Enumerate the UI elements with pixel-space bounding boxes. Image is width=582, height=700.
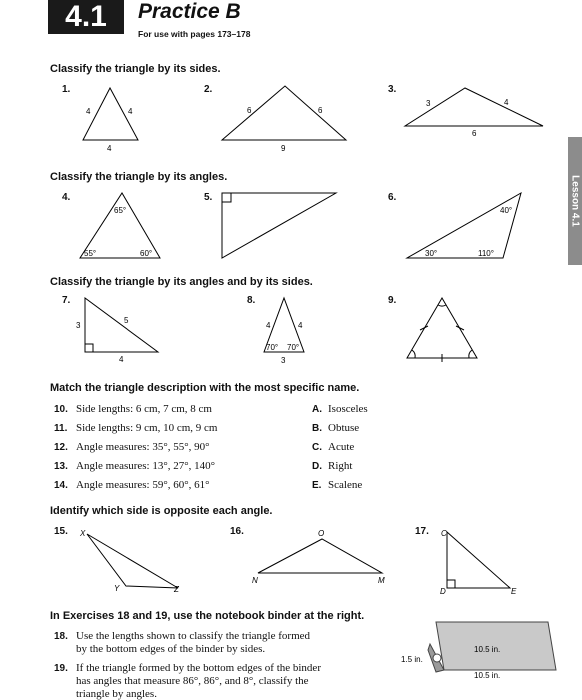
side-label: 6 (247, 106, 252, 115)
exercise-text: Angle measures: 13°, 27°, 140° (76, 460, 216, 472)
binder-label: 10.5 in. (474, 645, 501, 654)
exercise-text: Use the lengths shown to classify the triangle formed (76, 630, 311, 642)
triangle-16 (258, 539, 382, 573)
triangle-17 (447, 532, 510, 588)
lesson-side-tab-label: Lesson 4.1 (569, 175, 581, 227)
right-angle-mark (447, 580, 455, 588)
side-label: 3 (76, 321, 81, 330)
choice-letter: B. (312, 423, 322, 434)
exercise-number: 12. (54, 442, 68, 453)
section-heading-angles-sides: Classify the triangle by its angles and by its sides. (50, 276, 313, 288)
exercise-number: 10. (54, 404, 68, 415)
exercise-text: Side lengths: 9 cm, 10 cm, 9 cm (76, 422, 218, 434)
point-label: X (80, 529, 86, 538)
exercise-text: triangle by angles. (76, 688, 157, 700)
point-label: Y (114, 584, 120, 593)
exercise-number: 9. (388, 295, 397, 306)
side-label: 5 (124, 316, 129, 325)
triangle-2 (222, 86, 346, 140)
choice-letter: C. (312, 442, 322, 453)
exercise-number: 15. (54, 526, 68, 537)
angle-label: 60° (140, 249, 153, 258)
exercise-number: 13. (54, 461, 68, 472)
choice-name: Obtuse (328, 422, 360, 434)
point-label: M (378, 576, 385, 585)
choice-name: Scalene (328, 479, 363, 491)
binder-ring (433, 654, 441, 662)
angle-label: 40° (500, 206, 513, 215)
triangle-5 (222, 193, 336, 258)
angle-arc (438, 305, 446, 306)
exercise-number: 5. (204, 192, 213, 203)
triangle-15 (87, 534, 178, 588)
side-label: 3 (281, 356, 286, 365)
section-heading-sides: Classify the triangle by its sides. (50, 63, 221, 75)
angle-label: 30° (425, 249, 438, 258)
exercise-number: 18. (54, 631, 68, 642)
side-label: 4 (298, 321, 303, 330)
side-label: 4 (119, 355, 124, 364)
side-label: 6 (318, 106, 323, 115)
angle-label: 110° (478, 249, 494, 258)
side-label: 4 (266, 321, 271, 330)
section-heading-match: Match the triangle description with the most specific name. (50, 382, 360, 394)
choice-name: Isosceles (328, 403, 368, 415)
exercise-text: by the bottom edges of the binder by sides. (76, 643, 266, 655)
exercise-number: 16. (230, 526, 244, 537)
binder-label: 10.5 in. (474, 671, 501, 680)
section-heading-opposite: Identify which side is opposite each angle. (50, 505, 273, 517)
choice-letter: A. (312, 404, 322, 415)
exercise-text: Side lengths: 6 cm, 7 cm, 8 cm (76, 403, 212, 415)
side-label: 6 (472, 129, 477, 138)
exercise-number: 1. (62, 84, 71, 95)
point-label: D (440, 587, 446, 596)
side-label: 4 (107, 144, 112, 153)
section-heading-binder: In Exercises 18 and 19, use the notebook binder at the right. (50, 610, 365, 622)
section-heading-angles: Classify the triangle by its angles. (50, 171, 228, 183)
choice-name: Right (328, 460, 353, 472)
exercise-text: If the triangle formed by the bottom edges of the binder (76, 662, 321, 674)
choice-letter: D. (312, 461, 322, 472)
angle-label: 65° (114, 206, 127, 215)
exercise-number: 2. (204, 84, 213, 95)
angle-label: 70° (287, 343, 300, 352)
side-label: 9 (281, 144, 286, 153)
point-label: Z (174, 585, 179, 594)
lesson-number: 4.1 (65, 0, 107, 33)
right-angle-mark (222, 193, 231, 202)
page-title: Practice B (138, 0, 241, 23)
exercise-text: Angle measures: 35°, 55°, 90° (76, 441, 210, 453)
exercise-number: 7. (62, 295, 71, 306)
right-angle-mark (85, 344, 93, 352)
angle-label: 70° (266, 343, 279, 352)
exercise-text: has angles that measure 86°, 86°, and 8°, classify the (76, 675, 309, 687)
point-label: C (441, 529, 447, 538)
point-label: O (318, 529, 325, 538)
exercise-number: 17. (415, 526, 429, 537)
triangle-9 (407, 298, 477, 358)
side-label: 4 (504, 98, 509, 107)
angle-arc (469, 350, 472, 358)
triangle-7 (85, 298, 158, 352)
exercise-number: 8. (247, 295, 256, 306)
side-label: 3 (426, 99, 431, 108)
choice-letter: E. (312, 480, 322, 491)
point-label: E (511, 587, 517, 596)
side-label: 4 (86, 107, 91, 116)
point-label: N (252, 576, 258, 585)
binder-label: 1.5 in. (401, 655, 423, 664)
angle-label: 55° (84, 249, 97, 258)
exercise-text: Angle measures: 59°, 60°, 61° (76, 479, 210, 491)
exercise-number: 4. (62, 192, 71, 203)
angle-arc (412, 350, 415, 358)
choice-name: Acute (328, 441, 355, 453)
exercise-number: 14. (54, 480, 68, 491)
exercise-number: 19. (54, 663, 68, 674)
exercise-number: 3. (388, 84, 397, 95)
page-subtitle: For use with pages 173–178 (138, 29, 251, 39)
side-label: 4 (128, 107, 133, 116)
exercise-number: 11. (54, 423, 68, 434)
exercise-number: 6. (388, 192, 397, 203)
